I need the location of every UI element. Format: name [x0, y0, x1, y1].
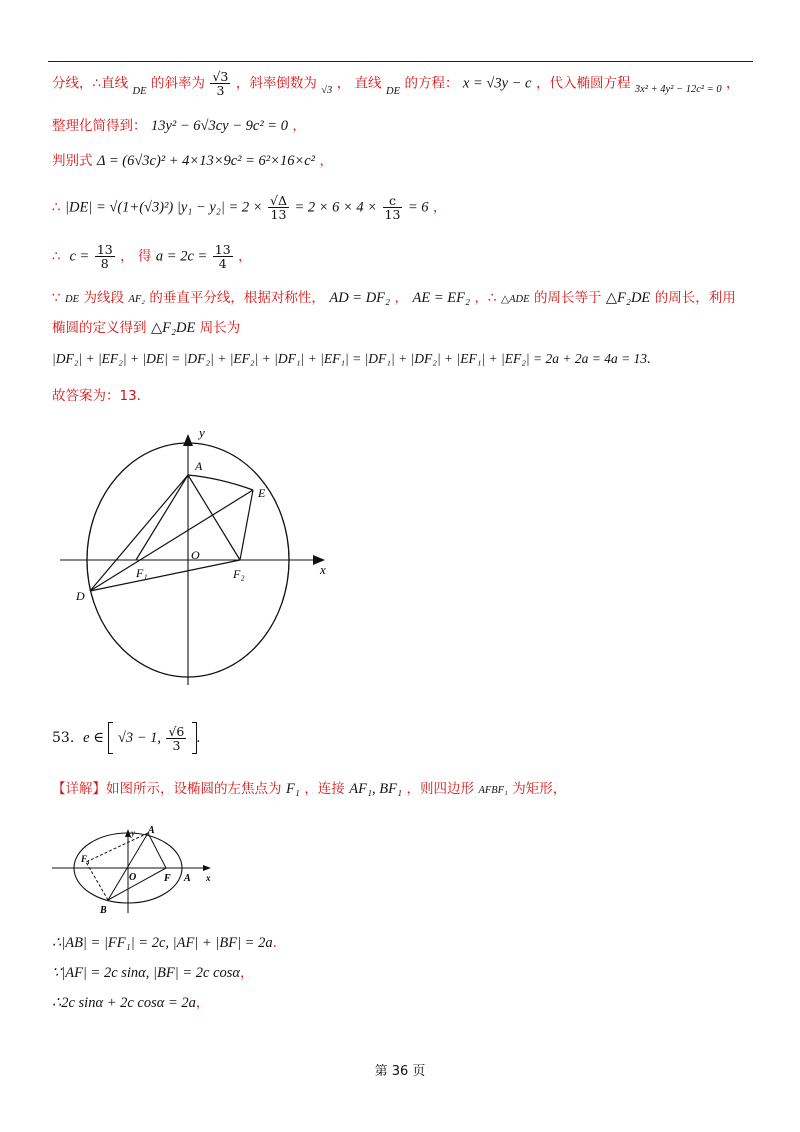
e-lhs: e ∈ [83, 730, 104, 746]
segment-bf [108, 868, 166, 900]
numerator: √6 [168, 723, 185, 739]
left-bracket [108, 722, 113, 754]
line-equation: x = √3y − c [462, 75, 532, 92]
discriminant-equation: Δ = (6√3c)² + 4×13×9c² = 6²×16×c² [96, 153, 316, 169]
range-lower: √3 − 1, [117, 730, 161, 746]
de-length-part1: |DE| = √(1+(√3)²) |y₁ − y₂| = 2 × [65, 199, 263, 216]
text: ，斜率倒数为 [235, 75, 317, 92]
numerator: √3 [212, 69, 229, 84]
math-de: DE [132, 85, 147, 97]
label-y: y [131, 828, 135, 838]
denominator: 13 [384, 207, 401, 222]
text: ，∴ [474, 290, 497, 306]
ellipse-figure-1 [55, 415, 345, 695]
numerator: √Δ [269, 193, 287, 208]
text-line-12 [52, 932, 277, 954]
text: ， [726, 75, 740, 92]
text: ， [394, 290, 409, 306]
answer-text: 故答案为：13. [52, 388, 141, 404]
text: 椭圆的定义得到 [52, 320, 147, 336]
text: ，连接 [304, 781, 345, 797]
text-line-13 [52, 962, 254, 984]
text: 的周长，利用 [654, 290, 736, 306]
label-f1: F₁ [81, 854, 91, 864]
math-de: DE [386, 85, 400, 97]
denominator: 4 [218, 256, 227, 271]
text: ， [433, 199, 447, 216]
label-x: x [320, 562, 326, 577]
text: 的周长等于 [533, 290, 602, 306]
text: 判别式 [52, 153, 93, 169]
text: ， [319, 153, 333, 169]
text: ， 得 [120, 248, 152, 265]
triangle-ade: △ADE [501, 294, 530, 305]
numerator: 13 [96, 242, 113, 257]
numerator: c [383, 194, 403, 208]
problem-number: 53. [52, 730, 75, 746]
text: ， [195, 995, 210, 1011]
text-line-1 [52, 70, 740, 97]
fraction-c [383, 194, 403, 221]
math-quadrilateral: AFBF₁ [478, 785, 508, 796]
triangle-f2de: △F₂DE [150, 320, 196, 336]
denominator: 8 [100, 256, 109, 271]
label-x: x [206, 873, 211, 883]
segment-af1 [86, 833, 148, 862]
de-length-part2: = 2 × 6 × 4 × [294, 199, 378, 216]
text: ， [292, 118, 306, 134]
math-segments: AF₁, BF₁ [349, 781, 403, 797]
text-line-4 [52, 194, 447, 221]
ellipse-figure-2 [45, 825, 220, 920]
text-line-11 [52, 778, 566, 802]
label-a-vertex: A [184, 873, 191, 884]
text: 分线，∴直线 [52, 75, 129, 92]
label-a: A [148, 825, 155, 836]
label-d: D [76, 589, 85, 603]
label-a: A [195, 459, 203, 473]
af-bf-equation: ∵|AF| = 2c sinα, |BF| = 2c cosα [52, 965, 241, 981]
therefore-symbol: ∴ [52, 248, 61, 265]
text-line-14 [52, 992, 209, 1014]
text: ， [238, 248, 252, 265]
denominator: 3 [172, 737, 181, 753]
text: . [647, 351, 651, 367]
text-line-8 [52, 348, 651, 370]
label-f: F [164, 873, 171, 884]
quadratic-equation: 13y² − 6√3cy − 9c² = 0 [150, 118, 288, 134]
text: 周长为 [199, 320, 241, 336]
range-upper-fraction [166, 725, 186, 752]
therefore-symbol: ∴ [52, 199, 61, 216]
text: . [196, 730, 201, 746]
math-af2: AF₂ [128, 294, 145, 305]
triangle-f2de: △F₂DE [605, 290, 651, 306]
text-line-3 [52, 150, 333, 172]
fraction-a-value [213, 243, 233, 270]
equality-ae: AE = EF₂ [412, 290, 470, 306]
label-e: E [258, 486, 266, 500]
a-lhs: a = 2c = [155, 248, 208, 265]
sum-equation: ∴2c sinα + 2c cosα = 2a [52, 995, 196, 1011]
label-o: O [129, 872, 137, 883]
math-f1: F₁ [285, 781, 300, 797]
x-axis-arrow-icon [203, 865, 211, 871]
text: ，代入椭圆方程 [535, 75, 631, 92]
text: 的垂直平分线，根据对称性， [149, 290, 325, 306]
label-y: y [199, 425, 205, 440]
math-recip: √3 [321, 84, 333, 96]
text: ， [240, 965, 254, 981]
segment-ef2 [240, 490, 253, 560]
segment-ae [188, 475, 253, 490]
text-line-2 [52, 115, 306, 137]
c-lhs: c = [69, 248, 90, 265]
label-f1: F₁ [136, 566, 148, 580]
denominator: 13 [270, 207, 287, 222]
fraction-c-value [95, 243, 115, 270]
text: 的斜率为 [151, 75, 205, 92]
label-f2: F₂ [233, 567, 245, 581]
text: 为线段 [83, 290, 124, 306]
de-length-result: = 6 [407, 199, 429, 216]
segment-af1 [136, 475, 188, 560]
text-line-10 [52, 722, 200, 754]
math-de: DE [65, 294, 80, 305]
ellipse-equation: 3x² + 4y² − 12c² = 0 [634, 83, 722, 95]
label-o: O [191, 548, 200, 562]
text-line-9 [52, 385, 141, 407]
text: ，则四边形 [406, 781, 474, 797]
text: 为矩形， [512, 781, 567, 797]
text-line-5 [52, 243, 252, 270]
text-line-6 [52, 287, 736, 311]
perimeter-equation: |DF₂| + |EF₂| + |DE| = |DF₂| + |EF₂| + |DF₁| + |EF₁| = |DF₁| + |DF₂| + |EF₁| + |EF₂| = 2a + 2a = 4a = 13 [52, 351, 648, 366]
page-number: 第 36 页 [374, 1064, 426, 1079]
equality-ad: AD = DF₂ [329, 290, 391, 306]
ab-equation: ∴|AB| = |FF₁| = 2c, |AF| + |BF| = 2a [52, 935, 273, 951]
because-symbol: ∵ [52, 290, 61, 306]
header-rule [48, 61, 753, 62]
text: 的方程： [404, 75, 459, 92]
detail-intro: 【详解】如图所示，设椭圆的左焦点为 [52, 781, 282, 797]
y-axis-arrow-icon [183, 434, 193, 446]
text-line-7 [52, 317, 240, 339]
fraction-delta [268, 194, 289, 221]
label-b: B [100, 905, 107, 916]
text: . [272, 935, 277, 951]
numerator: 13 [214, 242, 231, 257]
slope-fraction [210, 70, 230, 97]
text: ， 直线 [336, 75, 382, 92]
text: 整理化简得到： [52, 118, 147, 134]
denominator: 3 [216, 83, 225, 98]
